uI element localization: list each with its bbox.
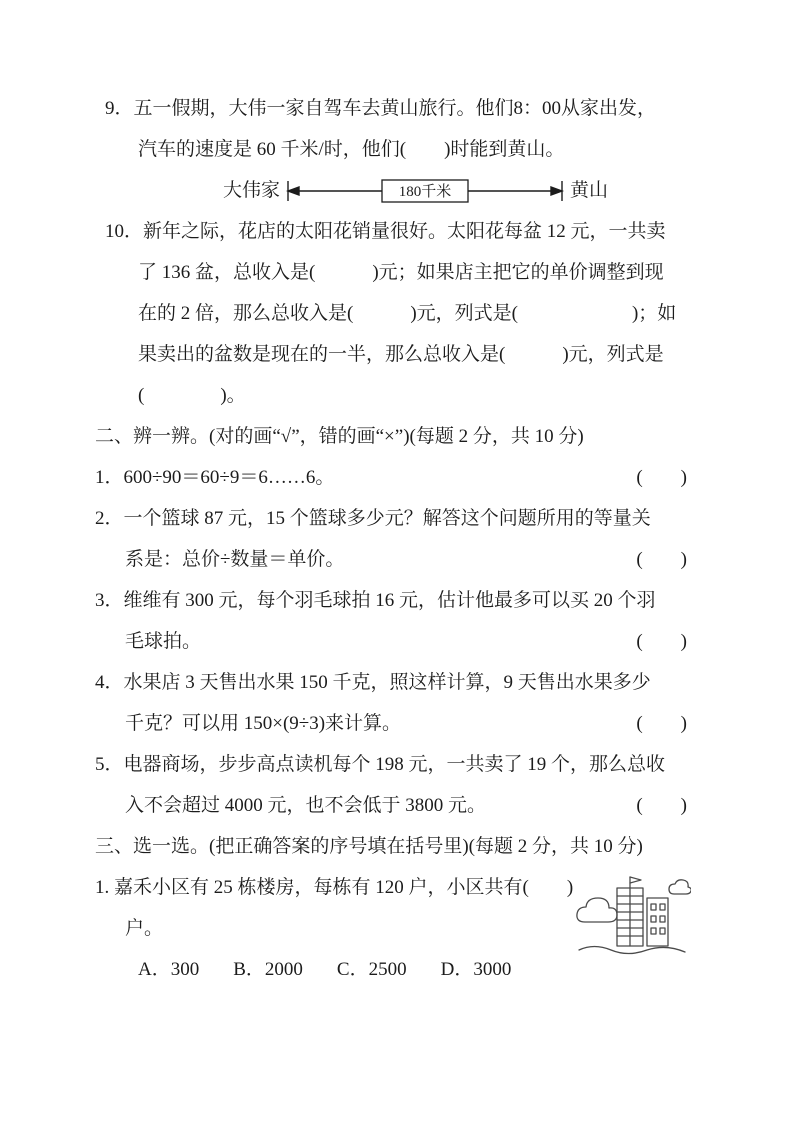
diagram-left-label: 大伟家 — [223, 180, 281, 201]
judge-item-4-answer-blank: ( ) — [636, 713, 687, 734]
judge-item-2-answer-blank: ( ) — [636, 549, 687, 570]
question-10-line-4: 果卖出的盆数是现在的一半，那么总收入是( )元，列式是 — [138, 344, 664, 365]
question-9-line-1: 9．五一假期，大伟一家自驾车去黄山旅行。他们8：00从家出发， — [105, 98, 657, 119]
buildings-illustration-icon — [573, 874, 691, 960]
judge-item-5-answer-blank: ( ) — [636, 795, 687, 816]
section-3 — [95, 826, 703, 990]
judge-item-2-line-2: 系是：总价÷数量＝单价。 — [125, 549, 345, 570]
judge-item-3-line-2: 毛球拍。 — [125, 631, 202, 652]
judge-item-5-line-1: 5．电器商场，步步高点读机每个 198 元，一共卖了 19 个，那么总收 — [95, 754, 666, 775]
question-9-line-2: 汽车的速度是 60 千米/时，他们( )时能到黄山。 — [138, 139, 565, 160]
question-9 — [95, 88, 703, 211]
judge-item-5 — [95, 744, 703, 826]
judge-item-2-line-1: 2．一个篮球 87 元，15 个篮球多少元？解答这个问题所用的等量关 — [95, 508, 651, 529]
judge-item-3-answer-blank: ( ) — [636, 631, 687, 652]
judge-item-1-text: 1．600÷90＝60÷9＝6……6。 — [95, 467, 335, 488]
option-a: A．300 — [138, 959, 200, 980]
option-b: B．2000 — [233, 959, 303, 980]
option-d: D．3000 — [440, 959, 512, 980]
choice-item-1-line-1: 1. 嘉禾小区有 25 栋楼房，每栋有 120 户，小区共有( ) — [95, 877, 574, 898]
question-10-line-3: 在的 2 倍，那么总收入是( )元，列式是( )；如 — [138, 303, 677, 324]
judge-item-5-line-2: 入不会超过 4000 元，也不会低于 3800 元。 — [125, 795, 487, 816]
distance-label: 180千米 — [398, 183, 452, 200]
question-10-line-5: ( )。 — [138, 385, 246, 406]
option-c: C．2500 — [336, 959, 407, 980]
judge-item-4-line-1: 4．水果店 3 天售出水果 150 千克，照这样计算，9 天售出水果多少 — [95, 672, 651, 693]
double-arrow-distance-icon — [285, 177, 565, 205]
question-10 — [95, 211, 703, 416]
question-10-line-1: 10．新年之际，花店的太阳花销量很好。太阳花每盆 12 元，一共卖 — [105, 221, 666, 242]
distance-diagram — [105, 170, 703, 211]
judge-item-4-line-2: 千克？可以用 150×(9÷3)来计算。 — [125, 713, 402, 734]
judge-item-1 — [95, 457, 703, 498]
judge-item-2 — [95, 498, 703, 580]
diagram-right-label: 黄山 — [570, 180, 609, 201]
choice-item-1-line-2: 户。 — [125, 918, 164, 939]
section-3-header: 三、选一选。(把正确答案的序号填在括号里)(每题 2 分，共 10 分) — [95, 836, 643, 857]
section-2 — [95, 416, 703, 826]
section-2-header: 二、辨一辨。(对的画“√”，错的画“×”)(每题 2 分，共 10 分) — [95, 426, 584, 447]
judge-item-3 — [95, 580, 703, 662]
judge-item-1-answer-blank: ( ) — [636, 467, 687, 488]
question-10-line-2: 了 136 盆，总收入是( )元；如果店主把它的单价调整到现 — [138, 262, 664, 283]
judge-item-3-line-1: 3．维维有 300 元，每个羽毛球拍 16 元，估计他最多可以买 20 个羽 — [95, 590, 656, 611]
judge-item-4 — [95, 662, 703, 744]
